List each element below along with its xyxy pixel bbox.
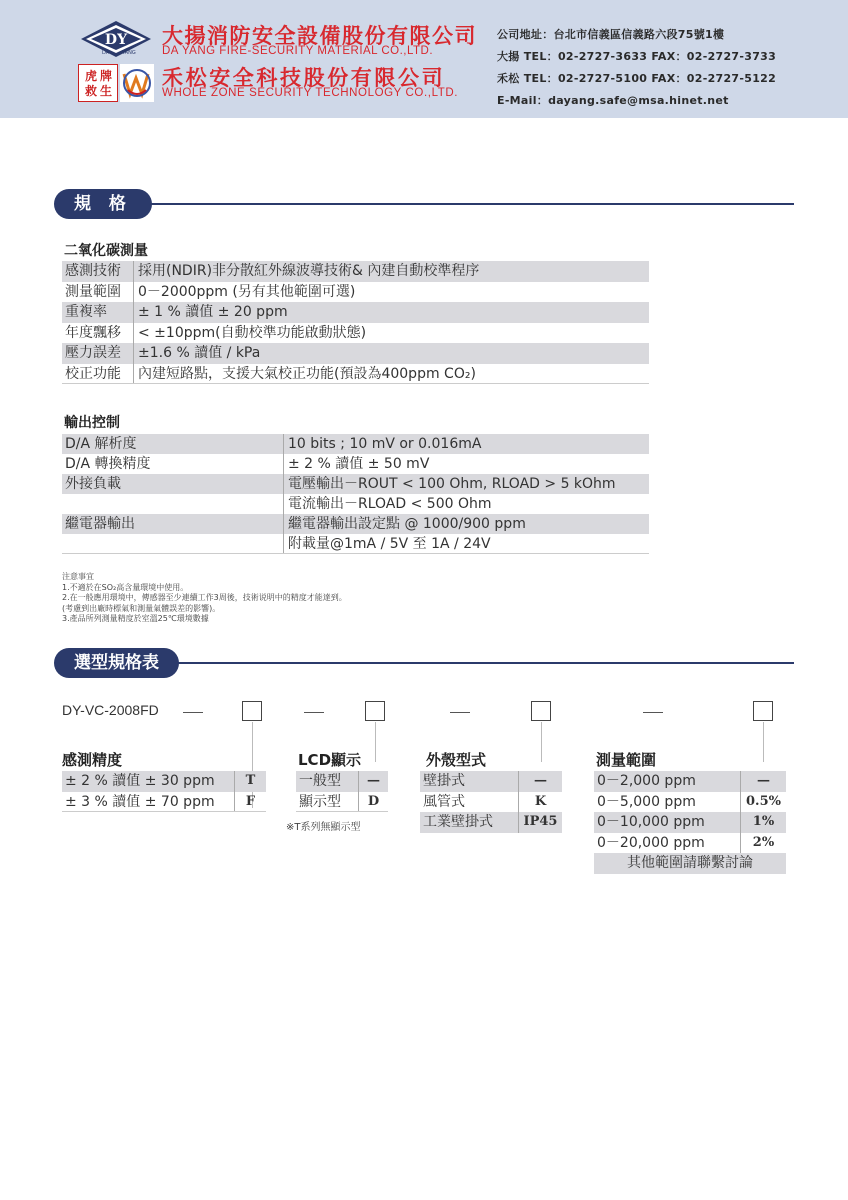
lcd-footnote: ※T系列無顯示型 <box>286 822 361 833</box>
option-code: T <box>234 771 266 792</box>
accuracy-code-box <box>242 701 262 721</box>
spec-key <box>62 534 284 553</box>
list-item <box>594 792 786 813</box>
spec-key: 感測技術 <box>62 261 134 282</box>
lcd-title: LCD顯示 <box>298 751 362 769</box>
spec-value: 附載量@1mA / 5V 至 1A / 24V <box>288 536 491 552</box>
option-label: 壁掛式 <box>423 773 465 789</box>
table-row <box>62 261 649 282</box>
option-label: 0－20,000 ppm <box>597 834 705 851</box>
spec-value: 電壓輸出－ROUT < 100 Ohm, RLOAD > 5 kOhm <box>288 476 616 492</box>
option-code: — <box>740 771 786 792</box>
housing-code-box <box>531 701 551 721</box>
option-label: 0－5,000 ppm <box>597 793 696 810</box>
dash-line <box>183 712 203 713</box>
lcd-options <box>296 771 388 812</box>
spec-value: ± 1 % 讀值 ± 20 ppm <box>138 304 288 320</box>
hupai-logo <box>78 64 118 102</box>
list-item <box>420 771 562 792</box>
list-item <box>62 792 266 813</box>
housing-title: 外殼型式 <box>426 751 487 769</box>
range-title: 測量範圍 <box>596 751 657 769</box>
option-code: K <box>518 792 562 813</box>
company2-chinese-name: 禾松安全科技股份有限公司 <box>162 66 446 90</box>
list-item <box>594 812 786 833</box>
company1-english-name: DA YANG FIRE-SECURITY MATERIAL CO.,LTD. <box>162 45 434 57</box>
list-item <box>420 812 562 833</box>
spec-key: 重複率 <box>62 302 134 323</box>
dash-line <box>304 712 324 713</box>
table-row <box>62 514 649 534</box>
notes-block <box>62 572 347 625</box>
note-line: 3.產品所列測量精度於室溫25℃環境數據 <box>62 614 209 623</box>
list-item <box>594 853 786 874</box>
range-options <box>594 771 786 874</box>
model-section-title: 選型規格表 <box>54 648 179 678</box>
spec-value: 繼電器輸出設定點 @ 1000/900 ppm <box>288 516 526 532</box>
logo-dy-text: DY <box>104 32 128 48</box>
list-item <box>594 833 786 854</box>
note-line: 2.在一般應用環境中，傳感器至少連續工作3周後，技術说明中的精度才能達到。 <box>62 593 347 602</box>
dayang-phone: 大揚 TEL：02-2727-3633 FAX：02-2727-3733 <box>497 50 777 63</box>
spec-value: 採用(NDIR)非分散紅外線波導技術& 內建自動校準程序 <box>138 263 480 279</box>
model-code: DY-VC-2008FD <box>62 702 159 718</box>
range-code-box <box>753 701 773 721</box>
spec-key <box>62 494 284 514</box>
table-row <box>62 323 649 344</box>
list-item <box>594 771 786 792</box>
header-band <box>0 0 848 118</box>
note-line: (考慮到出廠時標氣和測量氣體誤差的影響)。 <box>62 603 221 613</box>
option-code: — <box>358 771 388 792</box>
table-row <box>62 474 649 494</box>
connector-line <box>541 722 542 762</box>
company1-chinese-name: 大揚消防安全設備股份有限公司 <box>162 24 477 48</box>
table-row <box>62 343 649 364</box>
option-label: 0－10,000 ppm <box>597 814 705 830</box>
option-label: ± 3 % 讀值 ± 70 ppm <box>65 793 215 810</box>
dash-line <box>643 712 663 713</box>
option-code: F <box>234 792 266 812</box>
company2-english-name: WHOLE ZONE SECURITY TECHNOLOGY CO.,LTD. <box>162 87 459 99</box>
option-label: 一般型 <box>299 773 341 789</box>
option-code: 2% <box>740 833 786 854</box>
logo-hu-char: 牌 <box>100 69 113 83</box>
logo-dy-sub-right: YANG <box>122 50 136 56</box>
email-address: E-Mail：dayang.safe@msa.hinet.net <box>497 94 729 107</box>
accuracy-options <box>62 771 266 812</box>
spec-key: 繼電器輸出 <box>62 514 284 534</box>
spec-key: 壓力誤差 <box>62 343 134 364</box>
note-line: 1.不適於在SO₂高含量環境中使用。 <box>62 582 189 592</box>
option-code: — <box>518 771 562 792</box>
option-label: 0－2,000 ppm <box>597 773 696 789</box>
list-item <box>420 792 562 813</box>
hesong-phone: 禾松 TEL：02-2727-5100 FAX：02-2727-5122 <box>497 72 777 85</box>
spec-value: 內建短路點，支援大氣校正功能(預設為400ppm CO₂) <box>138 365 476 382</box>
table-row <box>62 364 649 385</box>
list-item <box>62 771 266 792</box>
table-row <box>62 494 649 514</box>
spec-value: 10 bits ; 10 mV or 0.016mA <box>288 436 482 452</box>
accuracy-title: 感測精度 <box>62 751 123 769</box>
table-row <box>62 454 649 474</box>
housing-options <box>420 771 562 833</box>
spec-value: 0－2000ppm (另有其他範圍可選) <box>138 283 356 300</box>
spec-key: 外接負載 <box>62 474 284 494</box>
option-label: 顯示型 <box>299 793 341 810</box>
output-spec-table <box>62 434 649 554</box>
spec-key: 年度飄移 <box>62 323 134 344</box>
table-row <box>62 534 649 554</box>
co2-measurement-title: 二氧化碳測量 <box>64 243 148 259</box>
logo-hu-char: 虎 <box>85 69 98 83</box>
company-address: 公司地址：台北市信義區信義路六段75號1樓 <box>497 28 725 41</box>
co2-spec-table <box>62 261 649 384</box>
spec-key: 測量範圍 <box>62 282 134 303</box>
output-control-title: 輸出控制 <box>64 415 120 431</box>
option-code: 0.5% <box>740 792 786 813</box>
option-code: IP45 <box>518 812 562 833</box>
option-label: 風管式 <box>423 793 465 810</box>
spec-value: ± 2 % 讀值 ± 50 mV <box>288 456 430 472</box>
logo-hu-char: 救 <box>85 84 98 98</box>
connector-line <box>763 722 764 762</box>
spec-value: 電流輸出－RLOAD < 500 Ohm <box>288 496 492 512</box>
range-other-note: 其他範圍請聯繫討論 <box>627 855 753 871</box>
table-row <box>62 302 649 323</box>
table-row <box>62 434 649 454</box>
option-code: 1% <box>740 812 786 833</box>
logo-hu-char: 生 <box>100 84 113 98</box>
spec-section-title: 規 格 <box>54 189 152 219</box>
spec-value: < ±10ppm(自動校準功能啟動狀態) <box>138 324 367 341</box>
spec-key: 校正功能 <box>62 364 134 384</box>
spec-key: D/A 解析度 <box>62 434 284 454</box>
option-code: D <box>358 792 388 812</box>
dash-line <box>450 712 470 713</box>
lcd-code-box <box>365 701 385 721</box>
dayang-logo-icon <box>80 20 152 58</box>
list-item <box>296 792 388 813</box>
list-item <box>296 771 388 792</box>
table-row <box>62 282 649 303</box>
section-divider <box>140 203 794 205</box>
wholezone-logo-icon <box>120 64 154 102</box>
connector-line <box>375 722 376 762</box>
logo-dy-sub-left: DA <box>102 50 110 56</box>
section-divider <box>160 662 794 664</box>
option-label: ± 2 % 讀值 ± 30 ppm <box>65 773 215 789</box>
spec-value: ±1.6 % 讀值 / kPa <box>138 345 261 361</box>
spec-key: D/A 轉換精度 <box>62 454 284 474</box>
option-label: 工業壁掛式 <box>423 814 493 830</box>
note-line: 注意事宜 <box>62 572 94 581</box>
